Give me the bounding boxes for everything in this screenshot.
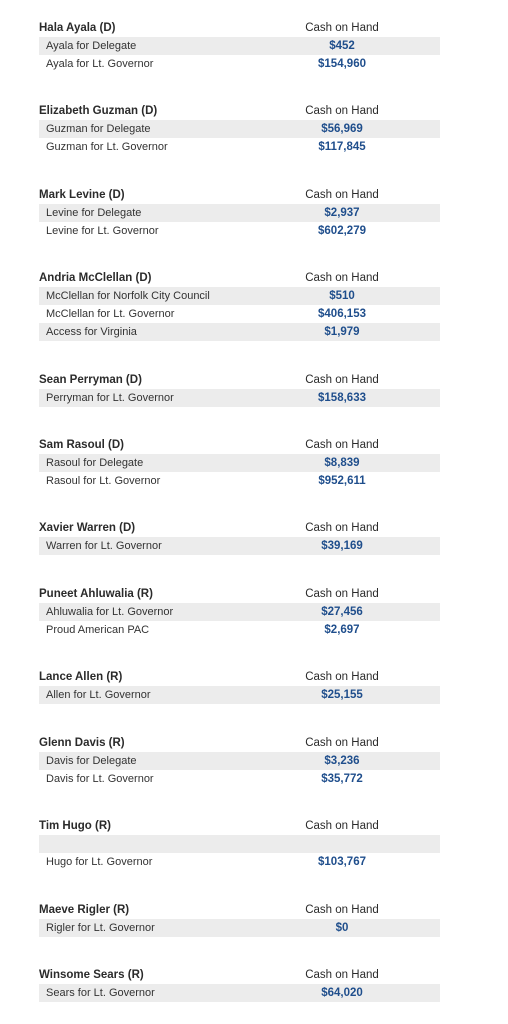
cash-on-hand-label: Cash on Hand bbox=[305, 22, 379, 34]
cash-on-hand-label: Cash on Hand bbox=[305, 737, 379, 749]
candidate-name: Winsome Sears (R) bbox=[39, 969, 144, 981]
cash-on-hand-label: Cash on Hand bbox=[305, 374, 379, 386]
committee-row bbox=[39, 919, 440, 937]
candidate-name: Hala Ayala (D) bbox=[39, 22, 116, 34]
cash-on-hand-label: Cash on Hand bbox=[305, 904, 379, 916]
candidate-header bbox=[39, 668, 439, 686]
candidate-name: Tim Hugo (R) bbox=[39, 820, 111, 832]
committee-name: Ayala for Lt. Governor bbox=[46, 58, 154, 70]
cash-amount: $510 bbox=[329, 290, 355, 302]
committee-row bbox=[39, 204, 440, 222]
committee-name: Guzman for Lt. Governor bbox=[46, 141, 168, 153]
committee-row bbox=[39, 305, 440, 323]
committee-row bbox=[39, 984, 440, 1002]
committee-name: Hugo for Lt. Governor bbox=[46, 856, 153, 868]
cash-on-hand-label: Cash on Hand bbox=[305, 439, 379, 451]
committee-name: Ahluwalia for Lt. Governor bbox=[46, 606, 174, 618]
candidate-header bbox=[39, 186, 439, 204]
cash-amount: $158,633 bbox=[318, 392, 366, 404]
committee-row bbox=[39, 222, 440, 240]
committee-row bbox=[39, 686, 440, 704]
cash-amount: $3,236 bbox=[324, 755, 360, 767]
committee-name: Davis for Lt. Governor bbox=[46, 773, 154, 785]
committee-row bbox=[39, 287, 440, 305]
committee-name: Ayala for Delegate bbox=[46, 40, 137, 52]
committee-name: Access for Virginia bbox=[46, 326, 137, 338]
committee-row bbox=[39, 454, 440, 472]
candidate-name: Lance Allen (R) bbox=[39, 671, 123, 683]
cash-amount: $452 bbox=[329, 40, 355, 52]
committee-name: Rasoul for Lt. Governor bbox=[46, 475, 161, 487]
cash-amount: $39,169 bbox=[321, 540, 363, 552]
committee-row bbox=[39, 472, 440, 490]
cash-amount: $952,611 bbox=[318, 475, 366, 487]
cash-amount: $64,020 bbox=[321, 987, 363, 999]
candidate-header bbox=[39, 817, 439, 835]
candidate-header bbox=[39, 269, 439, 287]
candidate-header bbox=[39, 102, 439, 120]
cash-amount: $2,937 bbox=[324, 207, 360, 219]
committee-row bbox=[39, 603, 440, 621]
cash-on-hand-label: Cash on Hand bbox=[305, 522, 379, 534]
committee-name: Proud American PAC bbox=[46, 624, 150, 636]
committee-name: Davis for Delegate bbox=[46, 755, 137, 767]
cash-amount: $56,969 bbox=[321, 123, 363, 135]
committee-name: McClellan for Lt. Governor bbox=[46, 308, 175, 320]
committee-row bbox=[39, 323, 440, 341]
committee-name: Perryman for Lt. Governor bbox=[46, 392, 174, 404]
candidate-header bbox=[39, 585, 439, 603]
cash-amount: $117,845 bbox=[318, 141, 366, 153]
committee-name: Warren for Lt. Governor bbox=[46, 540, 162, 552]
committee-name: Allen for Lt. Governor bbox=[46, 689, 151, 701]
candidate-header bbox=[39, 436, 439, 454]
committee-name: Rigler for Lt. Governor bbox=[46, 922, 155, 934]
committee-name: Levine for Lt. Governor bbox=[46, 225, 159, 237]
cash-on-hand-label: Cash on Hand bbox=[305, 272, 379, 284]
committee-name: McClellan for Norfolk City Council bbox=[46, 290, 210, 302]
cash-on-hand-label: Cash on Hand bbox=[305, 189, 379, 201]
candidate-name: Sean Perryman (D) bbox=[39, 374, 142, 386]
cash-on-hand-label: Cash on Hand bbox=[305, 820, 379, 832]
committee-row bbox=[39, 835, 440, 853]
committee-row bbox=[39, 55, 440, 73]
cash-on-hand-label: Cash on Hand bbox=[305, 105, 379, 117]
cash-amount: $103,767 bbox=[318, 856, 366, 868]
candidate-name: Maeve Rigler (R) bbox=[39, 904, 130, 916]
cash-amount: $8,839 bbox=[324, 457, 360, 469]
cash-amount: $27,456 bbox=[321, 606, 363, 618]
committee-name: Levine for Delegate bbox=[46, 207, 142, 219]
candidate-header bbox=[39, 966, 439, 984]
committee-row bbox=[39, 752, 440, 770]
candidate-name: Puneet Ahluwalia (R) bbox=[39, 588, 153, 600]
candidate-header bbox=[39, 734, 439, 752]
candidate-name: Sam Rasoul (D) bbox=[39, 439, 124, 451]
candidate-name: Elizabeth Guzman (D) bbox=[39, 105, 158, 117]
candidate-header bbox=[39, 519, 439, 537]
candidate-name: Andria McClellan (D) bbox=[39, 272, 152, 284]
committee-row bbox=[39, 37, 440, 55]
cash-amount: $602,279 bbox=[318, 225, 366, 237]
cash-amount: $154,960 bbox=[318, 58, 366, 70]
candidate-header bbox=[39, 371, 439, 389]
committee-row bbox=[39, 138, 440, 156]
candidate-name: Glenn Davis (R) bbox=[39, 737, 125, 749]
committee-name: Rasoul for Delegate bbox=[46, 457, 144, 469]
committee-name: Guzman for Delegate bbox=[46, 123, 151, 135]
committee-row bbox=[39, 537, 440, 555]
cash-amount: $0 bbox=[335, 922, 349, 934]
committee-row bbox=[39, 389, 440, 407]
candidate-header bbox=[39, 901, 439, 919]
cash-amount: $25,155 bbox=[321, 689, 363, 701]
committee-row bbox=[39, 770, 440, 788]
cash-amount: $406,153 bbox=[318, 308, 366, 320]
cash-amount: $1,979 bbox=[324, 326, 360, 338]
cash-amount: $2,697 bbox=[324, 624, 360, 636]
committee-row bbox=[39, 120, 440, 138]
cash-amount: $35,772 bbox=[321, 773, 363, 785]
candidate-name: Xavier Warren (D) bbox=[39, 522, 136, 534]
committee-name: Sears for Lt. Governor bbox=[46, 987, 155, 999]
candidate-name: Mark Levine (D) bbox=[39, 189, 125, 201]
cash-on-hand-label: Cash on Hand bbox=[305, 671, 379, 683]
cash-on-hand-label: Cash on Hand bbox=[305, 588, 379, 600]
candidate-header bbox=[39, 19, 439, 37]
committee-row bbox=[39, 621, 440, 639]
committee-row bbox=[39, 853, 440, 871]
cash-on-hand-label: Cash on Hand bbox=[305, 969, 379, 981]
